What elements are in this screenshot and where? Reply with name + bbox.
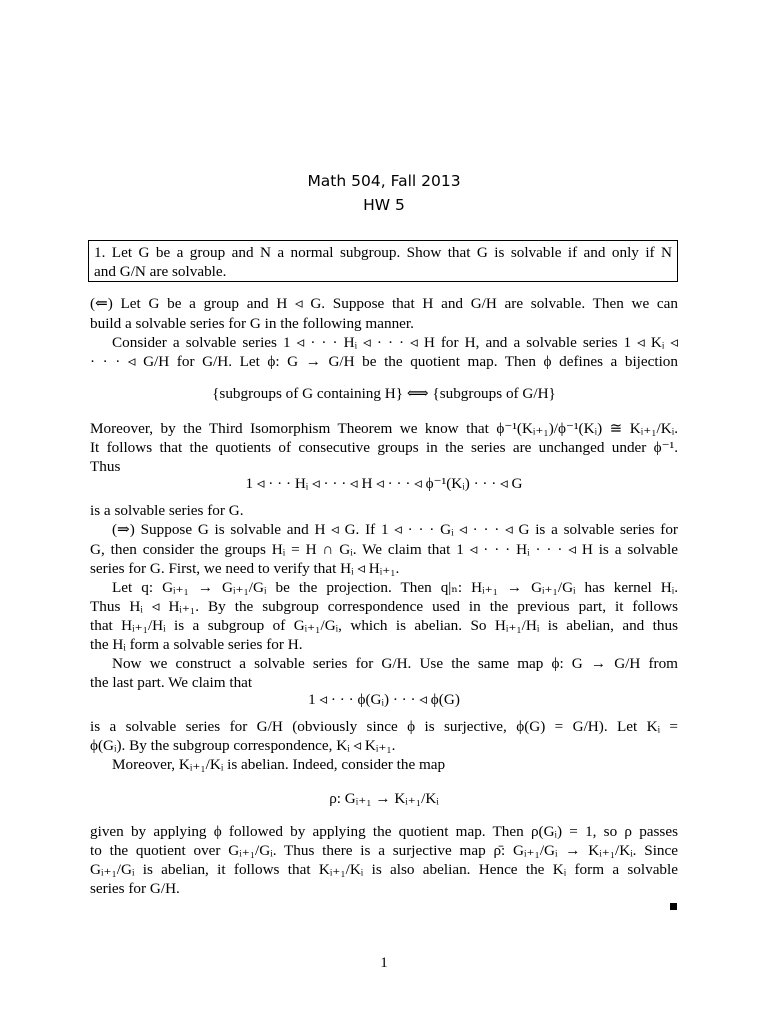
body-line: Moreover, Kᵢ₊₁/Kᵢ is abelian. Indeed, consider the map [112, 756, 446, 773]
body-line: It follows that the quotients of consecutive groups in the series are unchanged under ϕ⁻¹. [90, 439, 678, 456]
display-equation: {subgroups of G containing H} ⟺ {subgroups of G/H} [212, 385, 556, 402]
course-title: Math 504, Fall 2013 [307, 172, 461, 190]
page-number: 1 [380, 955, 388, 971]
body-line: is a solvable series for G/H (obviously since ϕ is surjective, ϕ(G) = G/H). Let Kᵢ = [90, 718, 678, 735]
body-line: the Hᵢ form a solvable series for H. [90, 636, 303, 653]
body-line: series for G. First, we need to verify that Hᵢ ◃ Hᵢ₊₁. [90, 560, 400, 577]
display-equation: 1 ◃ · · · Hᵢ ◃ · · · ◃ H ◃ · · · ◃ ϕ⁻¹(Kᵢ) · · · ◃ G [245, 475, 523, 492]
body-line: given by applying ϕ followed by applying the quotient map. Then ρ(Gᵢ) = 1, so ρ passes [90, 823, 678, 840]
display-equation: 1 ◃ · · · ϕ(Gᵢ) · · · ◃ ϕ(G) [308, 691, 460, 708]
body-line: build a solvable series for G in the following manner. [90, 315, 414, 332]
body-line: the last part. We claim that [90, 674, 253, 691]
problem-line: and G/N are solvable. [94, 263, 227, 280]
qed-square-icon [670, 903, 677, 910]
body-line: that Hᵢ₊₁/Hᵢ is a subgroup of Gᵢ₊₁/Gᵢ, which is abelian. So Hᵢ₊₁/Hᵢ is abelian, and thus [90, 617, 678, 634]
body-line: (⇐) Let G be a group and H ◃ G. Suppose that H and G/H are solvable. Then we can [90, 295, 678, 312]
body-line: series for G/H. [90, 880, 180, 897]
body-line: to the quotient over Gᵢ₊₁/Gᵢ. Thus there is a surjective map ρ̄: Gᵢ₊₁/Gᵢ → Kᵢ₊₁/Kᵢ. Since [90, 842, 678, 859]
body-line: Thus Hᵢ ◃ Hᵢ₊₁. By the subgroup correspondence used in the previous part, it follows [90, 598, 678, 615]
problem-line: 1. Let G be a group and N a normal subgroup. Show that G is solvable if and only if N [94, 244, 672, 261]
body-line: Let q: Gᵢ₊₁ → Gᵢ₊₁/Gᵢ be the projection. Then q|ₙ: Hᵢ₊₁ → Gᵢ₊₁/Gᵢ has kernel Hᵢ. [112, 579, 678, 596]
body-line: ϕ(Gᵢ). By the subgroup correspondence, Kᵢ ◃ Kᵢ₊₁. [90, 737, 396, 754]
body-line: Now we construct a solvable series for G/H. Use the same map ϕ: G → G/H from [112, 655, 678, 672]
body-line: Moreover, by the Third Isomorphism Theorem we know that ϕ⁻¹(Kᵢ₊₁)/ϕ⁻¹(Kᵢ) ≅ Kᵢ₊₁/Kᵢ. [90, 420, 678, 437]
body-line: Thus [90, 458, 121, 475]
body-line: Consider a solvable series 1 ◃ · · · Hᵢ ◃ · · · ◃ H for H, and a solvable series 1 ◃ Kᵢ ◃ [112, 334, 678, 351]
display-equation: ρ: Gᵢ₊₁ → Kᵢ₊₁/Kᵢ [329, 790, 439, 807]
body-line: · · · ◃ G/H for G/H. Let ϕ: G → G/H be the quotient map. Then ϕ defines a bijection [90, 353, 678, 370]
body-line: is a solvable series for G. [90, 502, 244, 519]
body-line: Gᵢ₊₁/Gᵢ is abelian, it follows that Kᵢ₊₁/Kᵢ is also abelian. Hence the Kᵢ form a solvable [90, 861, 678, 878]
assignment-title: HW 5 [363, 196, 405, 214]
body-line: (⇒) Suppose G is solvable and H ◃ G. If 1 ◃ · · · Gᵢ ◃ · · · ◃ G is a solvable series for [112, 521, 678, 538]
body-line: G, then consider the groups Hᵢ = H ∩ Gᵢ. We claim that 1 ◃ · · · Hᵢ · · · ◃ H is a solvable [90, 541, 678, 558]
